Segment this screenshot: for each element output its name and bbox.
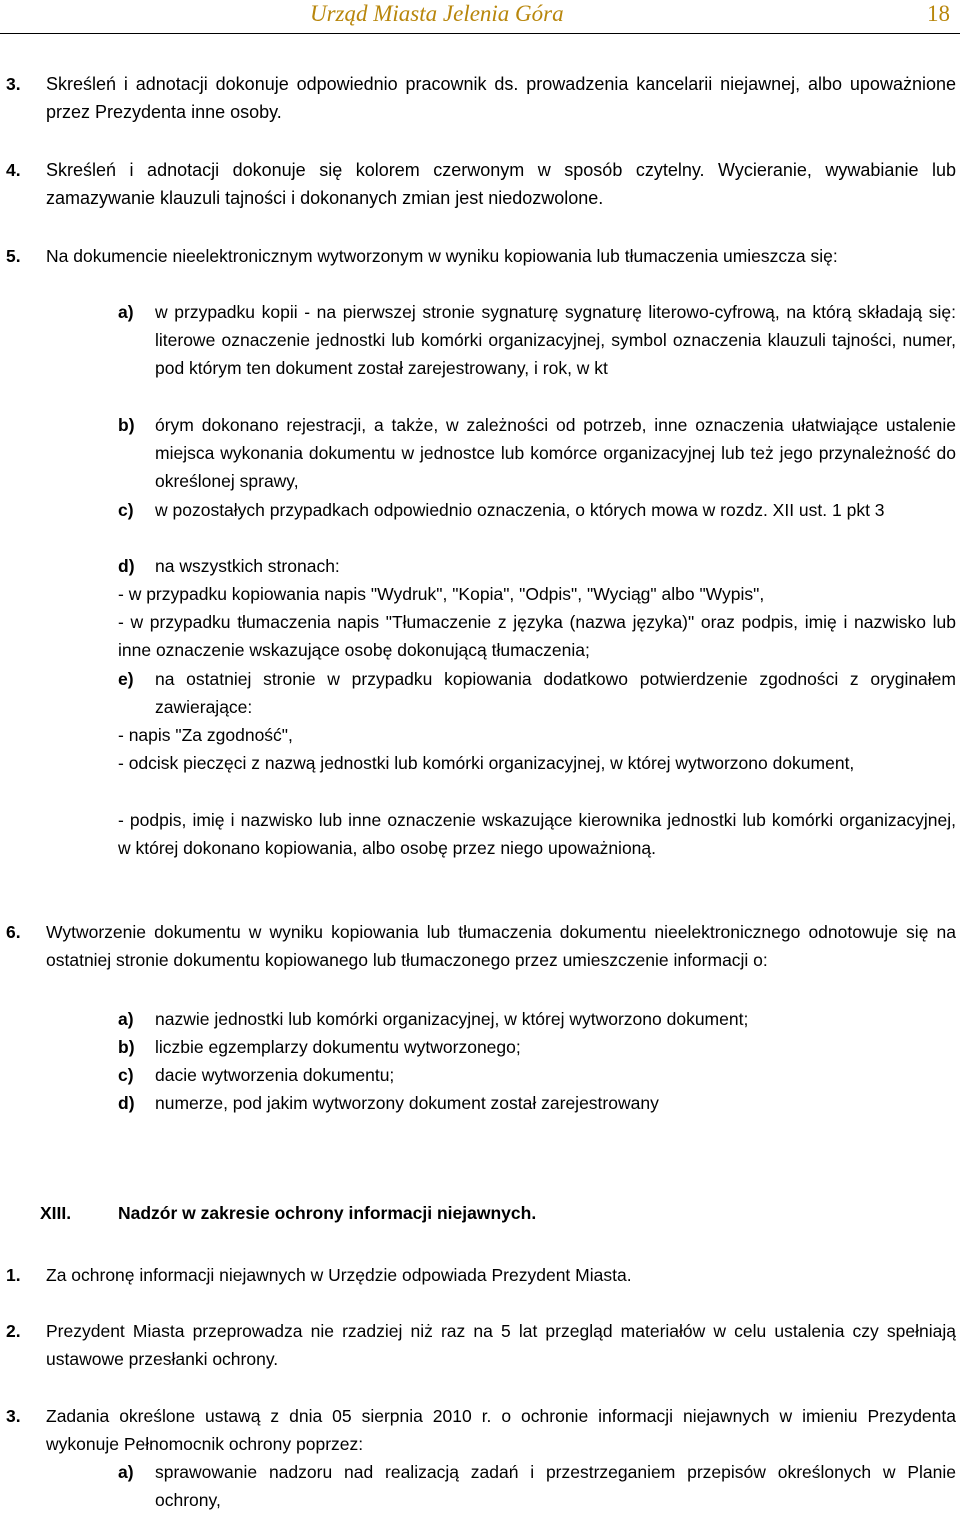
item-number: 5. [6, 246, 21, 266]
section-number: XIII. [40, 1203, 72, 1223]
page-header [0, 0, 960, 34]
sub-label: a) [118, 1009, 134, 1029]
item-number: 2. [6, 1321, 21, 1341]
sub-line: - w przypadku kopiowania napis "Wydruk", "Kopia", "Odpis", "Wyciąg" albo "Wypis", [118, 584, 765, 604]
sub-label: b) [118, 1037, 135, 1057]
sub-item-5a: w przypadku kopii - na pierwszej stronie sygnaturę sygnaturę literowo-cyfrową, na którą składają się: literowe oznaczenie jednostki lub komórki organizacyjnej, symbol oznaczenia klauzuli tajności, numer, pod którym ten dokument został zarejestrowany, i rok, w kt [155, 302, 956, 379]
section-title: Nadzór w zakresie ochrony informacji niejawnych. [118, 1203, 537, 1223]
paragraph-6: Wytworzenie dokumentu w wyniku kopiowania lub tłumaczenia dokumentu nieelektronicznego odnotowuje się na ostatniej stronie dokumentu kopiowanego lub tłumaczonego przez umieszczenie informacji o: [46, 922, 956, 971]
sub-item-6a: nazwie jednostki lub komórki organizacyjnej, w której wytworzono dokument; [155, 1009, 749, 1029]
sub-item-5c: w pozostałych przypadkach odpowiednio oznaczenia, o których mowa w rozdz. XII ust. 1 pkt 3 [155, 500, 885, 520]
sub-item-6d: numerze, pod jakim wytworzony dokument został zarejestrowany [155, 1093, 659, 1113]
sub-line: - podpis, imię i nazwisko lub inne oznaczenie wskazujące kierownika jednostki lub komórki organizacyjnej, w której dokonano kopiowania, albo osobę przez niego upoważnioną. [118, 810, 956, 859]
sub-item-5b: órym dokonano rejestracji, a także, w zależności od potrzeb, inne oznaczenia ułatwiające ustalenie miejsca wykonania dokumentu w jednostce lub komórce organizacyjnej lub też jego przynależność do określonej sprawy, [155, 415, 956, 492]
sub-item-3a: sprawowanie nadzoru nad realizacją zadań i przestrzeganiem przepisów określonych w Planie ochrony, [155, 1462, 956, 1511]
sub-label: a) [118, 1462, 134, 1482]
item-number: 4. [6, 160, 21, 180]
sub-label: d) [118, 556, 135, 576]
sub-label: d) [118, 1093, 135, 1113]
sub-item-6b: liczbie egzemplarzy dokumentu wytworzonego; [155, 1037, 521, 1057]
paragraph-4: Skreśleń i adnotacji dokonuje się kolorem czerwonym w sposób czytelny. Wycieranie, wywabianie lub zamazywanie klauzuli tajności i dokonanych zmian jest niedozwolone. [46, 160, 956, 209]
sub-label: e) [118, 669, 134, 689]
section-paragraph-1: Za ochronę informacji niejawnych w Urzędzie odpowiada Prezydent Miasta. [46, 1265, 632, 1285]
sub-item-5e: na ostatniej stronie w przypadku kopiowania dodatkowo potwierdzenie zgodności z oryginałem zawierające: [155, 669, 956, 718]
sub-label: c) [118, 500, 134, 520]
sub-label: c) [118, 1065, 134, 1085]
item-number: 1. [6, 1265, 21, 1285]
paragraph-3: Skreśleń i adnotacji dokonuje odpowiednio pracownik ds. prowadzenia kancelarii niejawnej, albo upoważnione przez Prezydenta inne osoby. [46, 74, 956, 123]
item-number: 3. [6, 1406, 21, 1426]
sub-item-6c: dacie wytworzenia dokumentu; [155, 1065, 395, 1085]
sub-line: - napis "Za zgodność", [118, 725, 293, 745]
item-number: 3. [6, 74, 21, 94]
sub-label: a) [118, 302, 134, 322]
paragraph-5: Na dokumencie nieelektronicznym wytworzonym w wyniku kopiowania lub tłumaczenia umieszcza się: [46, 246, 838, 266]
sub-item-5d: na wszystkich stronach: [155, 556, 340, 576]
header-title: Urząd Miasta Jelenia Góra [310, 1, 564, 26]
sub-line: - w przypadku tłumaczenia napis "Tłumaczenie z języka (nazwa języka)" oraz podpis, imię i nazwisko lub inne oznaczenie wskazujące osobę dokonującą tłumaczenia; [118, 612, 956, 661]
sub-label: b) [118, 415, 135, 435]
section-paragraph-2: Prezydent Miasta przeprowadza nie rzadziej niż raz na 5 lat przegląd materiałów w celu ustalenia czy spełniają ustawowe przesłanki ochrony. [46, 1321, 956, 1370]
page-number: 18 [927, 1, 950, 26]
item-number: 6. [6, 922, 21, 942]
sub-line: - odcisk pieczęci z nazwą jednostki lub komórki organizacyjnej, w której wytworzono dokument, [118, 753, 855, 773]
section-paragraph-3: Zadania określone ustawą z dnia 05 sierpnia 2010 r. o ochronie informacji niejawnych w imieniu Prezydenta wykonuje Pełnomocnik ochrony poprzez: [46, 1406, 956, 1455]
